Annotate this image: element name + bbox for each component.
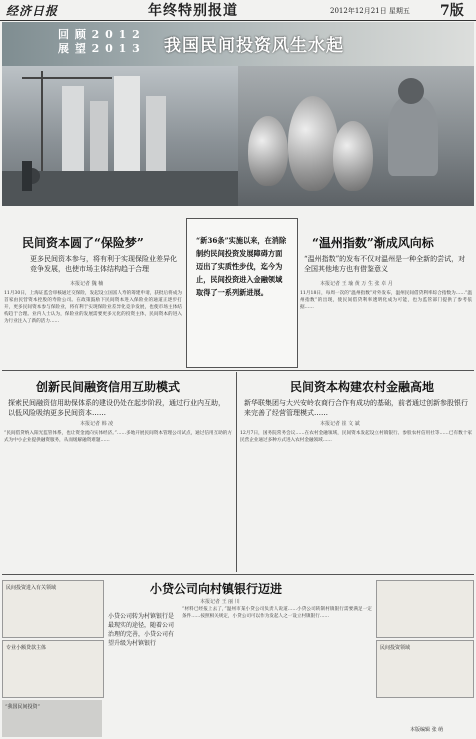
newspaper-logo: 经济日报	[6, 4, 59, 18]
column-divider	[236, 372, 237, 572]
page-editor-credit: 本版编辑 张 萌	[410, 727, 444, 733]
story3-body: “民间借贷纳入阳光监管体系，也让资金流向实体经济。”……多地开展民间资本管理公司试点，通过信用互助的方式为中小企业提供融资服务，从而缓解融资难题……	[4, 431, 232, 443]
story3-dek: 探索民间融资信用助保体系的建设仍处在起步阶段，通过行业内互助，以低风险吸纳更多民间资本……	[8, 399, 225, 417]
story1-dek: 更多民间资本参与，将有利于实现保险业差异化竞争发展，也使市场主体结构趋于合理	[30, 255, 177, 273]
left-sidebar-box	[2, 580, 104, 638]
story5-body: “材料已经报上去了，”温州市某小贷公司负责人说道……小贷公司转制村镇银行需要满足一定条件……按照相关规定，小贷公司可以作为发起人之一设立村镇银行……	[182, 607, 372, 619]
story5-dek: 小贷公司转为村镇银行是最现实的途径，随着公司治理的完善，小贷公司有望升级为村镇银行	[108, 613, 175, 647]
story2-dek: “温州指数”的发布不仅对温州是一种全新的尝试，对全国其他地方也有借鉴意义	[304, 255, 466, 273]
left-sidebar-caption: “我国民间投资”	[5, 704, 41, 710]
story1-byline: 本报记者 魏 楠	[70, 281, 104, 287]
story4-dek: 新华联集团与大兴安岭农商行合作有成功的基础，前者通过创新参股银行来完善了经营管理模式……	[244, 399, 468, 417]
issue-date: 2012年12月21日 星期五	[330, 7, 410, 15]
section-divider-2	[2, 574, 474, 575]
story1-headline: 民间资本圆了“保险梦”	[22, 236, 144, 250]
construction-photo	[2, 66, 238, 206]
page-number: 7版	[440, 3, 464, 19]
section-title: 年终特别报道	[148, 3, 238, 19]
story3-headline: 创新民间融资信用互助模式	[36, 380, 181, 394]
story3-byline: 本报记者 韩 凌	[80, 421, 114, 427]
story5-headline: 小贷公司向村镇银行迈进	[150, 582, 283, 596]
left-sidebar-title: 民间投资进入有关领域	[6, 585, 57, 591]
pull-quote-text: “新36条”实施以来，在消除制约民间投资发展障碍方面迈出了实质性步伐，迄今为止，民间投资进入金融领域取得了一系列新进展。	[196, 236, 287, 297]
left-sidebar-title-2: 专业小额贷款主体	[6, 645, 47, 651]
story4-body: 12月7日，国务院常务会议……在农村金融领域，民间资本发起设立村镇银行、参股农村信用社等……已有数十家民营企业通过多种方式进入农村金融领域……	[240, 431, 472, 443]
buildings-illustration	[2, 66, 238, 206]
left-sidebar-box-2	[2, 640, 104, 698]
story4-headline: 民间资本构建农村金融高地	[290, 380, 435, 394]
story2-body: 11月18日，每周一次的“温州指数”对外发布，温州民间借贷利率综合指数为……“温州指数”的出现，使民间借贷利率透明化成为可能，也为监管部门提供了参考依据……	[300, 291, 472, 310]
section-divider	[2, 370, 474, 371]
banner-title: 我国民间投资风生水起	[164, 36, 344, 56]
banner-outlook-label: 展 望 2 0 1 3	[58, 42, 141, 55]
ceramics-workshop-photo	[238, 66, 474, 206]
right-sidebar-box	[376, 580, 474, 638]
right-sidebar-box-2	[376, 640, 474, 698]
banner-review-label: 回 顾 2 0 1 2	[58, 28, 141, 41]
left-sidebar-image	[2, 700, 102, 737]
right-sidebar-caption: 民间投资领域	[380, 645, 411, 651]
story4-byline: 本报记者 崔 文 斌	[320, 421, 360, 427]
story2-byline: 本报记者 王 瑜 黄 万 生 张 卓 月	[320, 281, 393, 287]
story1-body: 11月30日，上海证监会审核通过交保险，发起设立国富人寿的筹建申请，获批后将成为首家由民营资本控股的寿险公司。在政策鼓励下民间资本进入保险业的通道正逐步打开，更多民间资本参与保险业，将有利于实现保险业差异化竞争发展，也使市场主体结构趋于合理。业内人士认为，保险业的发展需要更多元化的投资主体，民间资本的进入为行业注入了新的活力……	[4, 291, 182, 324]
story5-byline: 本报记者 王 丽 川	[200, 599, 240, 605]
story2-headline: “温州指数”渐成风向标	[312, 236, 434, 250]
